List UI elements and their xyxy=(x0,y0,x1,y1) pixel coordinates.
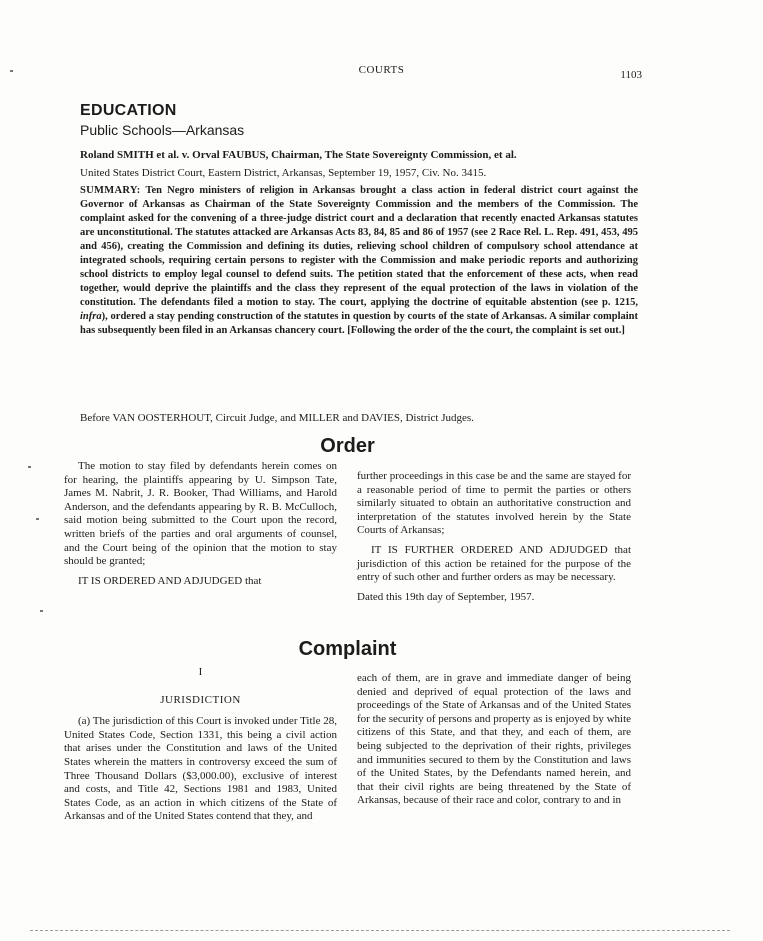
order-paragraph: further proceedings in this case be and the same are stayed for a reasonable period of time to permit the parties or others similarly situated to obtain an authoritative construction and interpretation of the statutes involved herein by the State Courts of Arkansas; xyxy=(357,470,631,537)
court-line: United States District Court, Eastern District, Arkansas, September 19, 1957, Civ. No. 3415. xyxy=(80,167,487,179)
scan-speck xyxy=(10,70,13,72)
order-date-line: Dated this 19th day of September, 1957. xyxy=(357,590,535,603)
subtopic-heading: Public Schools—Arkansas xyxy=(80,122,245,138)
order-right-column xyxy=(357,470,631,610)
scan-speck xyxy=(40,610,43,612)
order-left-column xyxy=(64,460,337,594)
page-number: 1103 xyxy=(620,69,642,81)
summary-infra: infra xyxy=(80,311,102,322)
order-paragraph: The motion to stay filed by defendants herein comes on for hearing, the plaintiffs appearing by U. Simpson Tate, James M. Nabrit, J. R. Booker, Thad Williams, and Harold Anderson, and the defendants appearing by R. B. McCulloch, said motion being submitted to the Court upon the record, written briefs of the parties and oral arguments of counsel, and the Court being of the opinion that the motion to stay should be granted; xyxy=(64,460,337,568)
summary-text-2: ), ordered a stay pending construction of the statutes in question by courts of the state of Arkansas. A similar complaint has subsequently been filed in an Arkansas chancery court. [Following the order of the the court, the complaint is set out.] xyxy=(80,311,638,336)
scan-speck xyxy=(36,518,39,520)
scan-speck xyxy=(28,466,31,468)
complaint-right-column xyxy=(357,672,631,814)
complaint-left-column xyxy=(64,666,337,830)
order-heading: Order xyxy=(320,435,375,457)
topic-heading: EDUCATION xyxy=(80,102,177,119)
order-paragraph: IT IS FURTHER ORDERED AND ADJUDGED that jurisdiction of this action be retained for the purpose of the entry of such other and further orders as may be necessary. xyxy=(357,543,631,584)
judges-line: Before VAN OOSTERHOUT, Circuit Judge, and MILLER and DAVIES, District Judges. xyxy=(80,412,474,424)
summary-text-1: Ten Negro ministers of religion in Arkansas brought a class action in federal district court against the Governor of Arkansas as Chairman of the State Sovereignty Commission and the members of the Commission. The complaint asked for the convening of a three-judge district court and a declaration that recently enacted Arkansas statutes are unconstitutional. The statutes attacked are Arkansas Acts 83, 84, 85 and 86 of 1957 (see 2 Race Rel. L. Rep. 491, 453, 495 and 456), creating the Commission and defining its duties, relieving school children of compulsory school attendance at integrated schools, requiring certain persons to register with the Commission and make periodic reports and authorizing school districts to employ legal counsel to defend suits. The petition stated that the enforcement of these acts, when read together, would deprive the plaintiffs and the class they represent of the equal protection of the laws in violation of the constitution. The defendants filed a motion to stay. The court, applying the doctrine of equitable abstention (see p. 1215, xyxy=(80,185,638,308)
section-number: I xyxy=(198,666,203,678)
summary-paragraph xyxy=(80,184,638,338)
scan-edge-line xyxy=(30,930,730,931)
running-head: COURTS xyxy=(358,64,405,76)
order-paragraph: IT IS ORDERED AND ADJUDGED that xyxy=(78,574,262,587)
complaint-paragraph: (a) The jurisdiction of this Court is invoked under Title 28, United States Code, Section 1331, this being a civil action that arises under the Constitution and laws of the United States wherein the matters in controversy exceed the sum of Three Thousand Dollars ($3,000.00), exclusive of interest and costs, and Title 42, Sections 1981 and 1983, United States Code, as an action in which citizens of the State of Arkansas and of the United States contend that they, and xyxy=(64,715,337,823)
case-caption: Roland SMITH et al. v. Orval FAUBUS, Chairman, The State Sovereignty Commission, et al. xyxy=(80,149,517,161)
complaint-paragraph: each of them, are in grave and immediate danger of being denied and deprived of equal protection of the laws and proceedings of the State of Arkansas and of the United States for the security of persons and property as is enjoyed by white citizens of this State, and that they, and each of them, are being subjected to the deprivation of their rights, privileges and immunities secured to them by the Constitution and laws of the United States, by the Defendants named herein, and that their civil rights are being threatened by the State of Arkansas, because of their race and color, contrary to and in xyxy=(357,672,632,807)
section-title: JURISDICTION xyxy=(160,693,241,706)
summary-label: SUMMARY: xyxy=(80,185,141,196)
complaint-heading: Complaint xyxy=(298,638,397,660)
